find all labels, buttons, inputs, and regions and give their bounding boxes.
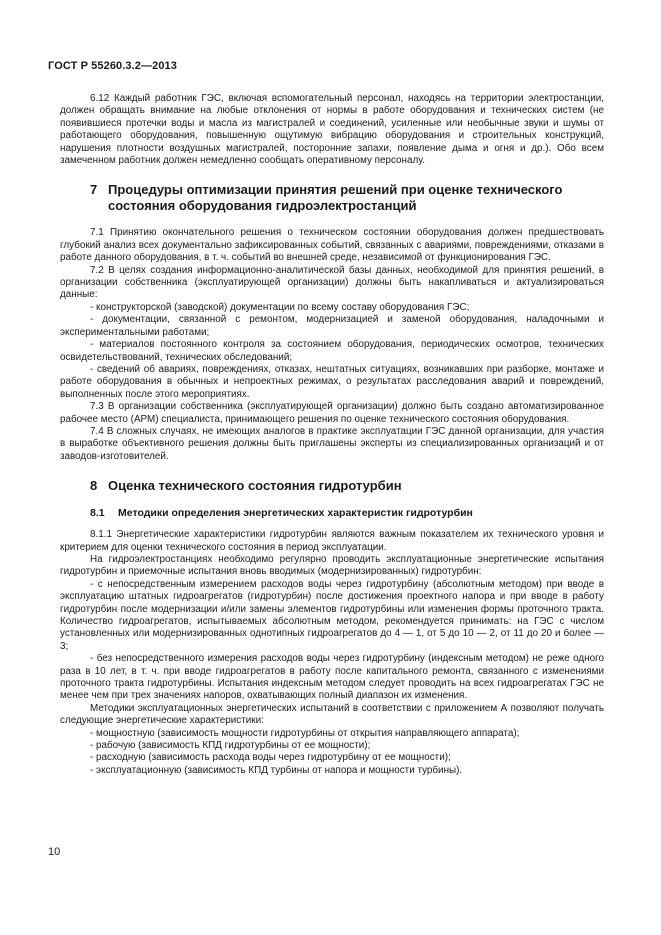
subsection-8-1-heading [60, 507, 604, 520]
list-item-7-2-a: - конструкторской (заводской) документации по всему составу оборудования ГЭС; [90, 301, 470, 313]
list-item-8-1-1-f: - мощностную (зависимость мощности гидротурбины от открытия направляющего аппарата); [90, 727, 520, 739]
paragraph-7-4: 7.4 В сложных случаях, не имеющих аналогов в практике эксплуатации ГЭС данной организации, для участия в выработке объективного решения должны быть приглашены эксперты из специализированных организаций и от заводов-изготовителей. [60, 425, 604, 462]
subsection-8-1-title: Методики определения энергетических характеристик гидротурбин [118, 507, 473, 520]
paragraph-8-1-1-b: На гидроэлектростанциях необходимо регулярно проводить эксплуатационные энергетические испытания гидротурбин и приемочные испытания вновь вводимых (модернизированных) гидротурбин: [60, 553, 604, 578]
paragraph-7-3: 7.3 В организации собственника (эксплуатирующей организации) должно быть создано автоматизированное рабочее место (АРМ) специалиста, принимающего решения по оценке технического состояния оборудования. [60, 401, 604, 425]
list-item-8-1-1-g: - рабочую (зависимость КПД гидротурбины от ее мощности); [90, 740, 371, 752]
paragraph-7-2: 7.2 В целях создания информационно-аналитической базы данных, необходимой для принятия решений, в организации собственника (эксплуатирующей организации) должны быть накапливаться и актуализироваться данные: [60, 264, 604, 301]
paragraph-6-12: 6.12 Каждый работник ГЭС, включая вспомогательный персонал, находясь на территории электростанции, должен обращать внимание на любые отклонения от нормы в работе оборудования и технических систем (не появившиеся протечки воды и масла из магистралей и соединений, усиленные или необычные звуки и шумы от работающего оборудования, повышенную ощутимую вибрацию оборудования и строительных конструкций, нарушения плотности воздушных магистралей, посторонние запахи, появление дыма и огня и др.). Обо всем замеченном работник должен немедленно сообщать оперативному персоналу. [60, 93, 604, 167]
paragraph-8-1-1-e: Методики эксплуатационных энергетических испытаний в соответствии с приложением А позволяют получать следующие энергетические характеристики: [60, 702, 604, 727]
section-8-heading [60, 478, 604, 494]
page-content [60, 93, 604, 777]
page-number: 10 [48, 846, 61, 858]
paragraph-8-1-1: 8.1.1 Энергетические характеристики гидротурбин являются важным показателем их технического уровня и критерием для оценки технического состояния в период эксплуатации. [60, 529, 604, 553]
section-8-title: Оценка технического состояния гидротурбин [108, 478, 402, 494]
list-item-8-1-1-c: - с непосредственным измерением расходов воды через гидротурбину (абсолютным методом) при вводе в эксплуатацию штатных гидроагрегатов (гидротурбин) после достижения проектного напора и при вводе в работу гидротурбин после модернизации и/или замены элементов гидротурбины или изменения формы проточного тракта. Количество гидроагрегатов, испытываемых абсолютным методом, рекомендуется принимать: на ГЭС с числом установленных или модернизированных однотипных гидроагрегатов до 4 — 1, от 5 до 10 — 2, от 11 до 20 и более — 3; [60, 578, 604, 652]
list-item-8-1-1-d: - без непосредственного измерения расходов воды через гидротурбину (индексным методом) не реже одного раза в 10 лет, в т. ч. при вводе гидроагрегатов в работу после капитального ремонта, связанного с изменениями проточного тракта гидротурбины. Испытания индексным методом следует проводить на всех гидроагрегатах ГЭС не менее чем при трех значениях напоров, охватывающих полный диапазон их изменения. [60, 653, 604, 702]
document-code-header: ГОСТ Р 55260.3.2—2013 [48, 60, 177, 72]
section-7-title-line1: Процедуры оптимизации принятия решений при оценке технического [108, 182, 563, 198]
section-7-number: 7 [90, 182, 98, 198]
paragraph-7-1: 7.1 Принятию окончательного решения о техническом состоянии оборудования должен предшествовать глубокий анализ всех документально зафиксированных событий, связанных с авариями, повреждениями, отказами в работе данного оборудования, в т. ч. событий во внешней среде, независимой от функционирования ГЭС. [60, 227, 604, 264]
list-item-7-2-d: - сведений об авариях, повреждениях, отказах, нештатных ситуациях, возникавших при разборке, монтаже и работе оборудования в обычных и непроектных режимах, о результатах расследования аварий и повреждений, выполненных после этого мероприятиях. [60, 363, 604, 400]
subsection-8-1-number: 8.1 [90, 507, 105, 520]
list-item-8-1-1-i: - эксплуатационную (зависимость КПД турбины от напора и мощности турбины). [90, 764, 463, 776]
section-7-title-line2: состояния оборудования гидроэлектростанций [108, 198, 417, 214]
list-item-7-2-b: - документации, связанной с ремонтом, модернизацией и заменой оборудования, наладочными и экспериментальными работами; [60, 314, 604, 338]
list-item-7-2-c: - материалов постоянного контроля за состоянием оборудования, периодических осмотров, технических освидетельствований, технических обследований; [60, 339, 604, 363]
section-7-heading [60, 182, 604, 214]
list-item-8-1-1-h: - расходную (зависимость расхода воды через гидротурбину от ее мощности); [90, 752, 451, 764]
section-8-number: 8 [90, 478, 98, 494]
